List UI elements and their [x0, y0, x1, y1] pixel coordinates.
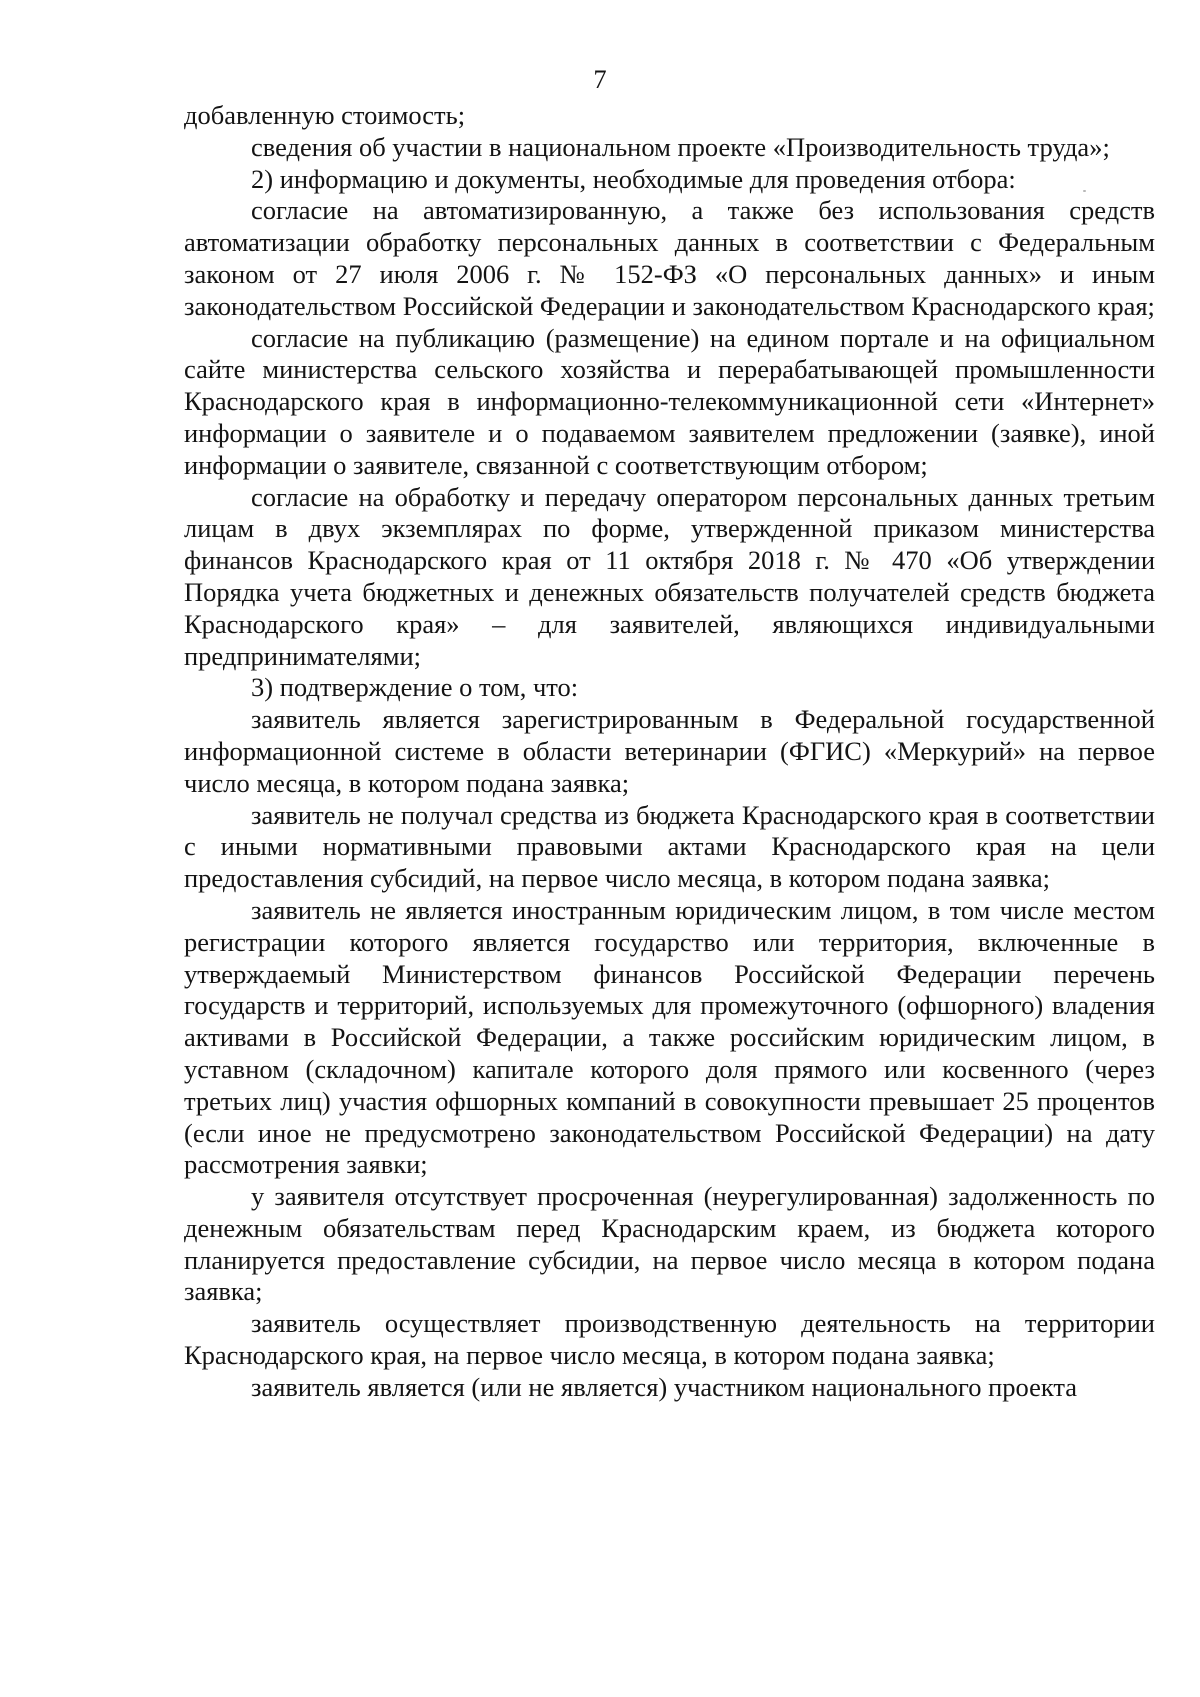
paragraph: добавленную стоимость; [184, 100, 466, 130]
document-body [184, 100, 1155, 1404]
paragraph: заявитель является зарегистрированным в Федеральной государственной информационной системе в области ветеринарии (ФГИС) «Меркурий» на первое число месяца, в котором подана заявка; [184, 704, 1155, 798]
paragraph: сведения об участии в национальном проекте «Производительность труда»; [251, 131, 1110, 162]
paragraph: 3) подтверждение о том, что: [251, 672, 579, 703]
paragraph: согласие на публикацию (размещение) на едином портале и на официальном сайте министерства сельского хозяйства и перерабатывающей промышленности Краснодарского края в информационно-телекоммуникационной сети «Интернет» информации о заявителе и о подаваемом заявителем предложении (заявке), иной информации о заявителе, связанной с соответствующим отбором; [184, 322, 1155, 480]
paragraph: 2) информацию и документы, необходимые для проведения отбора: [251, 163, 1016, 194]
paragraph: заявитель не является иностранным юридическим лицом, в том числе местом регистрации которого является государство или территория, включенные в утверждаемый Министерством финансов Российской Федерации перечень государств и территорий, используемых для промежуточного (офшорного) владения активами в Российской Федерации, а также российским юридическим лицом, в уставном (складочном) капитале которого доля прямого или косвенного (через третьих лиц) участия офшорных компаний в совокупности превышает 25 процентов (если иное не предусмотрено законодательством Российской Федерации) на дату рассмотрения заявки; [184, 894, 1155, 1180]
paragraph: согласие на автоматизированную, а также без использования средств автоматизации обработку персональных данных в соответствии с Федеральным законом от 27 июля 2006 г. № 152-ФЗ «О персональных данных» и иным законодательством Российской Федерации и законодательством Краснодарского края; [184, 195, 1155, 321]
paragraph: заявитель осуществляет производственную деятельность на территории Краснодарского края, на первое число месяца, в котором подана заявка; [184, 1308, 1155, 1371]
paragraph: заявитель является (или не является) участником национального проекта [251, 1371, 1078, 1402]
paragraph: у заявителя отсутствует просроченная (неурегулированная) задолженность по денежным обязательствам перед Краснодарским краем, из бюджета которого планируется предоставление субсидии, на первое число месяца в котором подана заявка; [184, 1181, 1155, 1307]
page-number: 7 [593, 64, 607, 94]
paragraph: заявитель не получал средства из бюджета Краснодарского края в соответствии с иными нормативными правовыми актами Краснодарского края на цели предоставления субсидий, на первое число месяца, в котором подана заявка; [184, 799, 1155, 894]
paragraph: согласие на обработку и передачу оператором персональных данных третьим лицам в двух экземплярах по форме, утвержденной приказом министерства финансов Краснодарского края от 11 октября 2018 г. № 470 «Об утверждении Порядка учета бюджетных и денежных обязательств получателей средств бюджета Краснодарского края» – для заявителей, являющихся индивидуальными предпринимателями; [184, 481, 1155, 671]
